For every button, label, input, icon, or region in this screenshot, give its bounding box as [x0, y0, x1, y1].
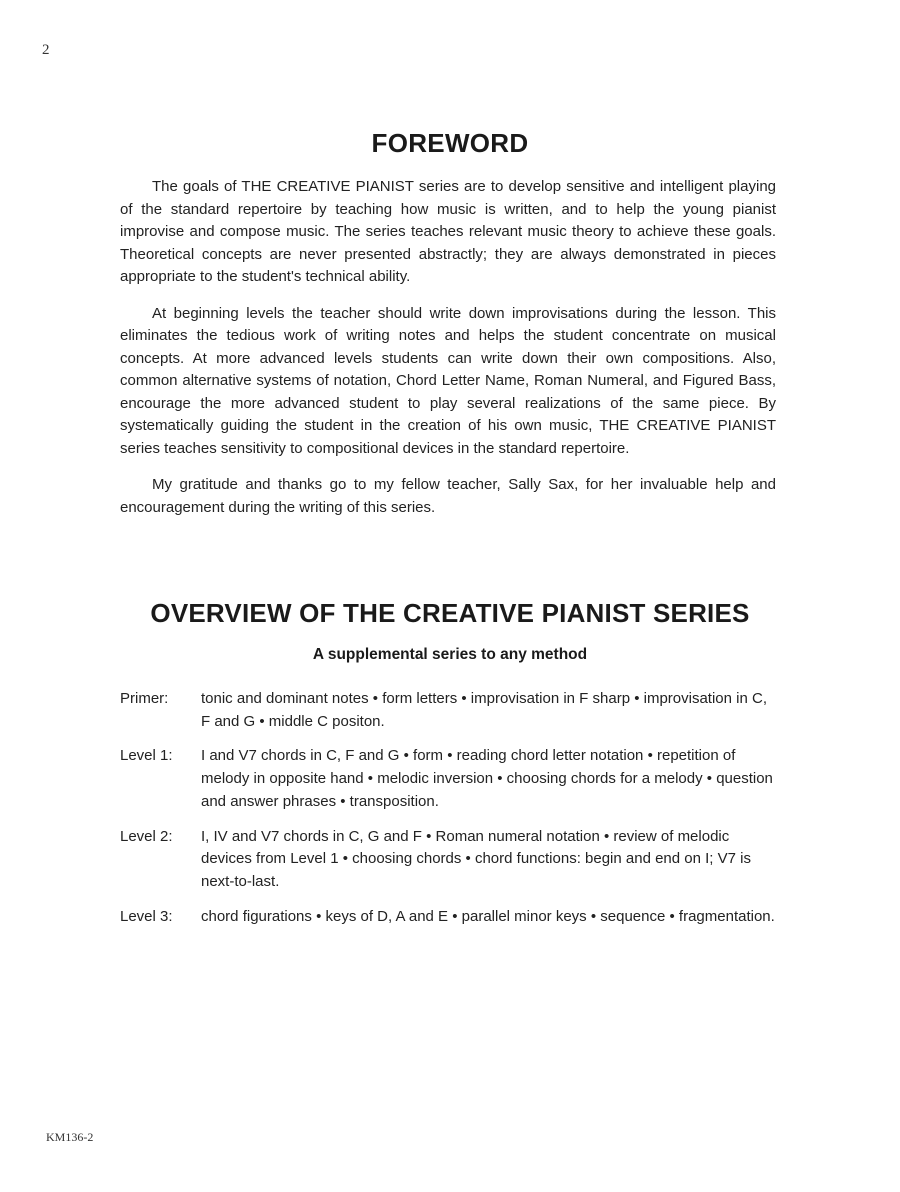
footer-code: KM136-2: [46, 1130, 94, 1144]
level-name: Level 1:: [120, 747, 173, 765]
foreword-paragraph: My gratitude and thanks go to my fellow teacher, Sally Sax, for her invaluable help and encouragement during the writing of this series.: [120, 476, 776, 516]
level-name: Level 2:: [120, 827, 173, 845]
level-row-primer: [120, 688, 780, 733]
overview-title: OVERVIEW OF THE CREATIVE PIANIST SERIES: [150, 598, 750, 628]
level-row-2: [120, 826, 780, 894]
level-description: chord figurations • keys of D, A and E • parallel minor keys • sequence • fragmentation.: [201, 907, 775, 925]
page-number: 2: [42, 42, 50, 58]
foreword-title: FOREWORD: [371, 128, 529, 158]
foreword-paragraph: At beginning levels the teacher should write down improvisations during the lesson. This eliminates the tedious work of writing notes and helps the student concentrate on musical concepts. At more advanced levels students can write down their own compositions. Also, common alternative systems of notation, Chord Letter Name, Roman Numeral, and Figured Bass, encourage the more advanced student to play several realizations of the same piece. By systematically guiding the student in the creation of his own music, THE CREATIVE PIANIST series teaches sensitivity to compositional devices in the standard repertoire.: [120, 304, 776, 457]
level-row-3: [120, 906, 780, 929]
level-list: [120, 688, 780, 940]
overview-subtitle: A supplemental series to any method: [312, 646, 588, 663]
level-description: tonic and dominant notes • form letters • improvisation in F sharp • improvisation in C, F and G • middle C positon.: [201, 690, 767, 730]
foreword-paragraph: The goals of THE CREATIVE PIANIST series are to develop sensitive and intelligent playing of the standard repertoire by teaching how music is written, and to help the young pianist improvise and compose music. The series teaches relevant music theory to achieve these goals. Theoretical concepts are never presented abstractly; they are always demonstrated in pieces appropriate to the student's technical ability.: [120, 178, 776, 285]
level-name: Level 3:: [120, 907, 173, 925]
level-description: I, IV and V7 chords in C, G and F • Roman numeral notation • review of melodic devices from Level 1 • choosing chords • chord functions: begin and end on I; V7 is next-to-last.: [201, 827, 751, 890]
level-row-1: [120, 745, 780, 813]
foreword-body: [120, 176, 776, 533]
level-name: Primer:: [120, 690, 169, 707]
level-description: I and V7 chords in C, F and G • form • reading chord letter notation • repetition of melody in opposite hand • melodic inversion • choosing chords for a melody • question and answer phrases • transposition.: [201, 747, 773, 810]
